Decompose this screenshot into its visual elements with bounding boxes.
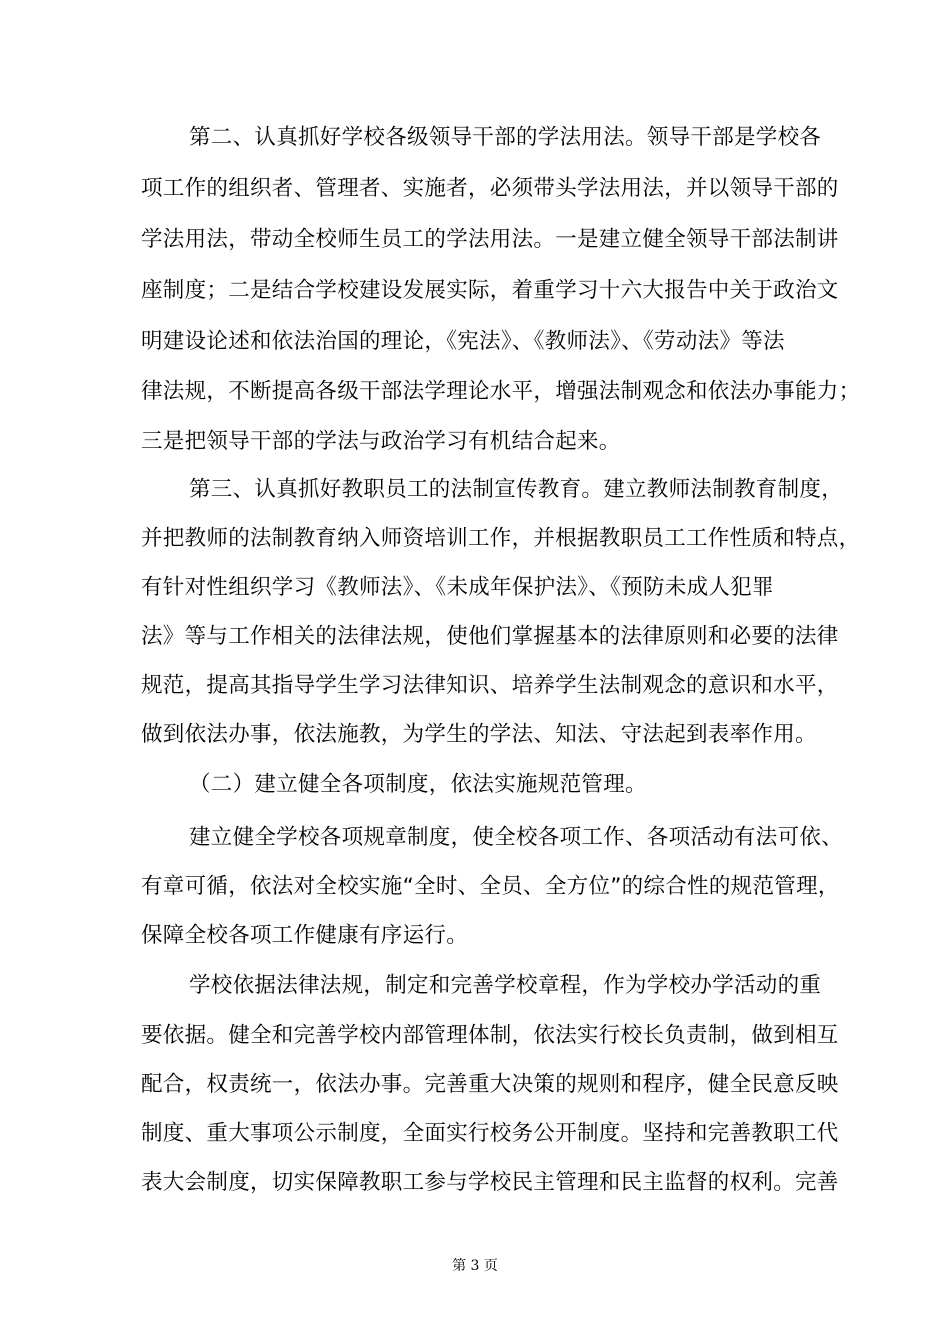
paragraph-line: 有针对性组织学习《教师法》、《未成年保护法》、《预防未成人犯罪: [141, 575, 774, 600]
paragraph-line: 明建设论述和依法治国的理论，《宪法》、《教师法》、《劳动法》等法: [141, 329, 785, 354]
paragraph-line: 学法用法，带动全校师生员工的学法用法。一是建立健全领导干部法制讲: [141, 227, 839, 252]
paragraph-line: 座制度；二是结合学校建设发展实际，着重学习十六大报告中关于政治文: [141, 278, 839, 303]
paragraph-line: 配合，权责统一，依法办事。完善重大决策的规则和程序，健全民意反映: [141, 1072, 839, 1097]
paragraph-line: 有章可循，依法对全校实施“全时、全员、全方位”的综合性的规范管理，: [141, 874, 840, 899]
paragraph-line: 建立健全学校各项规章制度，使全校各项工作、各项活动有法可依、: [189, 825, 844, 850]
section-heading: （二）建立健全各项制度，依法实施规范管理。: [189, 772, 647, 797]
paragraph-line: 制度、重大事项公示制度，全面实行校务公开制度。坚持和完善教职工代: [141, 1121, 839, 1146]
paragraph-line: 表大会制度，切实保障教职工参与学校民主管理和民主监督的权利。完善: [141, 1170, 839, 1195]
page-number: 第 3 页: [452, 1258, 498, 1274]
paragraph-line: 第三、认真抓好教职员工的法制宣传教育。建立教师法制教育制度，: [189, 477, 844, 502]
paragraph-line: 保障全校各项工作健康有序运行。: [141, 923, 469, 948]
paragraph-line: 律法规，不断提高各级干部法学理论水平，增强法制观念和依法办事能力；: [141, 379, 861, 404]
paragraph-line: 规范，提高其指导学生学习法律知识、培养学生法制观念的意识和水平，: [141, 673, 839, 698]
paragraph-line: 法》等与工作相关的法律法规，使他们掌握基本的法律原则和必要的法律: [141, 624, 839, 649]
paragraph-line: 做到依法办事，依法施教，为学生的学法、知法、守法起到表率作用。: [141, 722, 817, 747]
paragraph-line: 第二、认真抓好学校各级领导干部的学法用法。领导干部是学校各: [189, 125, 822, 150]
paragraph-line: 并把教师的法制教育纳入师资培训工作，并根据教职员工工作性质和特点，: [141, 526, 861, 551]
paragraph-line: 学校依据法律法规，制定和完善学校章程，作为学校办学活动的重: [189, 973, 822, 998]
paragraph-line: 项工作的组织者、管理者、实施者，必须带头学法用法，并以领导干部的: [141, 176, 839, 201]
paragraph-line: 三是把领导干部的学法与政治学习有机结合起来。: [141, 429, 621, 454]
paragraph-line: 要依据。健全和完善学校内部管理体制，依法实行校长负责制，做到相互: [141, 1023, 839, 1048]
